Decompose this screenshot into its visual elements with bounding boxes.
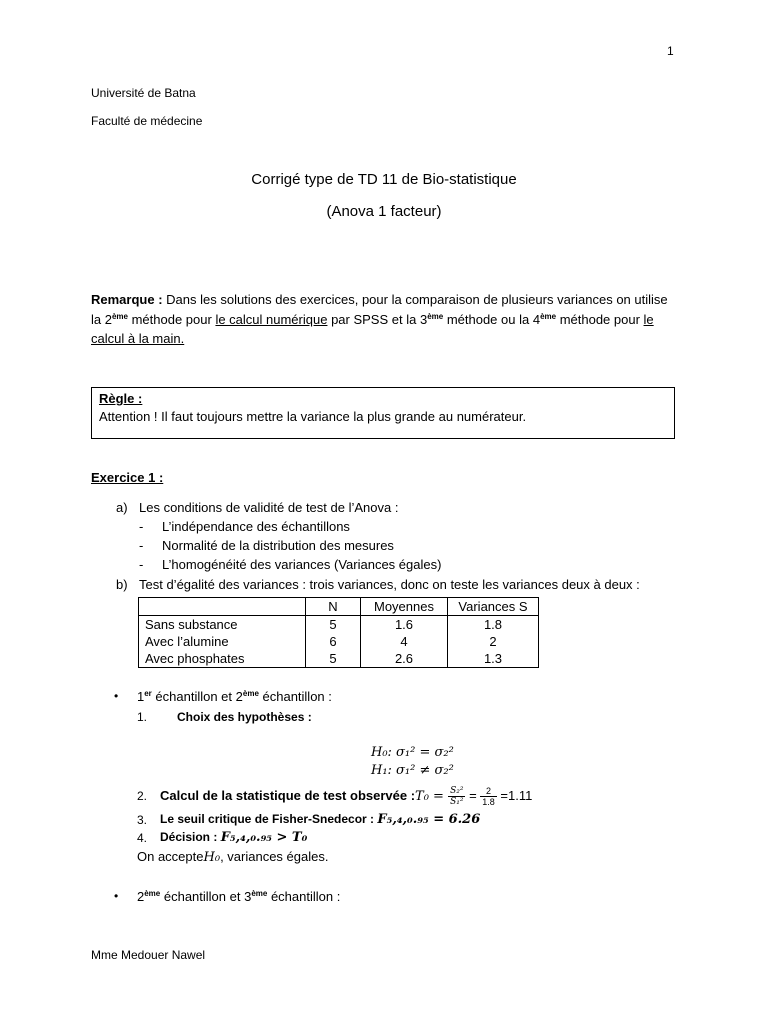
table-cell: 1.8 (448, 616, 539, 634)
remark-paragraph (91, 290, 681, 349)
table-row (139, 650, 539, 668)
table-row (139, 633, 539, 650)
remark-text: méthode pour (556, 311, 644, 327)
table-header-cell: Moyennes (361, 598, 448, 616)
table-cell: 2 (448, 633, 539, 650)
remark-underlined: le calcul à la main. (91, 311, 654, 346)
test-statistic-line: Calcul de la statistique de test observée :T₀ = $\frac{\text{S₂²}}{\text{S₁²}}$ = $\frac{2}{1.8}$ =1.11 (160, 786, 533, 808)
page-number: 1 (667, 44, 674, 58)
superscript: ème (540, 311, 557, 321)
rule-label: Règle : (99, 391, 143, 406)
table-header-cell: N (306, 598, 361, 616)
hypothesis-h1: H₁: σ₁² ≠ σ₂² (371, 763, 454, 778)
step-number: 2. (137, 789, 148, 803)
superscript: ème (427, 311, 444, 321)
fraction: $\frac{\text{S₂²}}{\text{S₁²}}$ (450, 786, 464, 808)
condition-heading: Les conditions de validité de test de l’Anova : (139, 500, 399, 515)
variance-table (138, 597, 539, 668)
remark-text: méthode ou la 4 (443, 311, 541, 327)
step-number: 4. (137, 831, 148, 845)
university-name: Université de Batna (91, 86, 196, 100)
table-row (139, 616, 539, 634)
hypothesis-h0: H₀: σ₁² = σ₂² (371, 745, 454, 760)
table-cell: 4 (361, 633, 448, 650)
superscript: ème (111, 311, 128, 321)
document-subtitle: (Anova 1 facteur) (326, 203, 442, 220)
list-item: L’homogénéité des variances (Variances égales) (162, 557, 442, 572)
dash-marker: - (139, 557, 144, 572)
table-cell: Avec l’alumine (139, 633, 306, 650)
table-cell: 5 (306, 650, 361, 668)
dash-marker: - (139, 538, 144, 553)
list-item: L’indépendance des échantillons (162, 519, 350, 534)
remark-text: Dans les solutions des exercices, pour la comparaison de plusieurs variances on utilise la 2 (91, 292, 668, 327)
variance-test-heading: Test d’égalité des variances : trois variances, donc on teste les variances deux à deux : (139, 577, 640, 592)
critical-value-line: Le seuil critique de Fisher-Snedecor : F₅,₄,₀.₉₅ = 6.26 (160, 812, 481, 827)
conclusion-line: On accepteH₀, variances égales. (137, 849, 329, 865)
fraction: $\frac{2}{1.8}$ (482, 786, 495, 808)
sample-pair-heading: 2ème échantillon et 3ème échantillon : (137, 889, 341, 904)
dash-marker: - (139, 519, 144, 534)
step-number: 1. (137, 710, 148, 724)
document-title: Corrigé type de TD 11 de Bio-statistique (251, 171, 517, 188)
table-cell: 1.6 (361, 616, 448, 634)
remark-label: Remarque : (91, 292, 163, 307)
remark-underlined: le calcul numérique (215, 311, 328, 327)
sample-pair-heading: 1er échantillon et 2ème échantillon : (137, 689, 332, 704)
remark-text: méthode pour (127, 311, 216, 327)
step-number: 3. (137, 813, 148, 827)
step-text: Choix des hypothèses : (177, 710, 312, 724)
bullet-icon: • (114, 889, 119, 903)
table-cell: Avec phosphates (139, 650, 306, 668)
list-item: Normalité de la distribution des mesures (162, 538, 394, 553)
exercise-title: Exercice 1 : (91, 470, 164, 485)
bullet-icon: • (114, 689, 119, 703)
table-header-cell (139, 598, 306, 616)
list-marker-b: b) (116, 577, 128, 592)
faculty-name: Faculté de médecine (91, 114, 203, 128)
table-header-cell: Variances S (448, 598, 539, 616)
table-cell: 5 (306, 616, 361, 634)
table-cell: 2.6 (361, 650, 448, 668)
list-marker-a: a) (116, 500, 128, 515)
rule-box (91, 387, 675, 439)
remark-text: par SPSS et la 3 (327, 311, 428, 327)
decision-line: Décision : F₅,₄,₀.₉₅ > T₀ (160, 830, 308, 845)
table-cell: 6 (306, 633, 361, 650)
table-cell: Sans substance (139, 616, 306, 634)
table-header-row (139, 598, 539, 616)
author-footer: Mme Medouer Nawel (91, 948, 206, 962)
table-cell: 1.3 (448, 650, 539, 668)
rule-text: Attention ! Il faut toujours mettre la variance la plus grande au numérateur. (99, 409, 527, 424)
